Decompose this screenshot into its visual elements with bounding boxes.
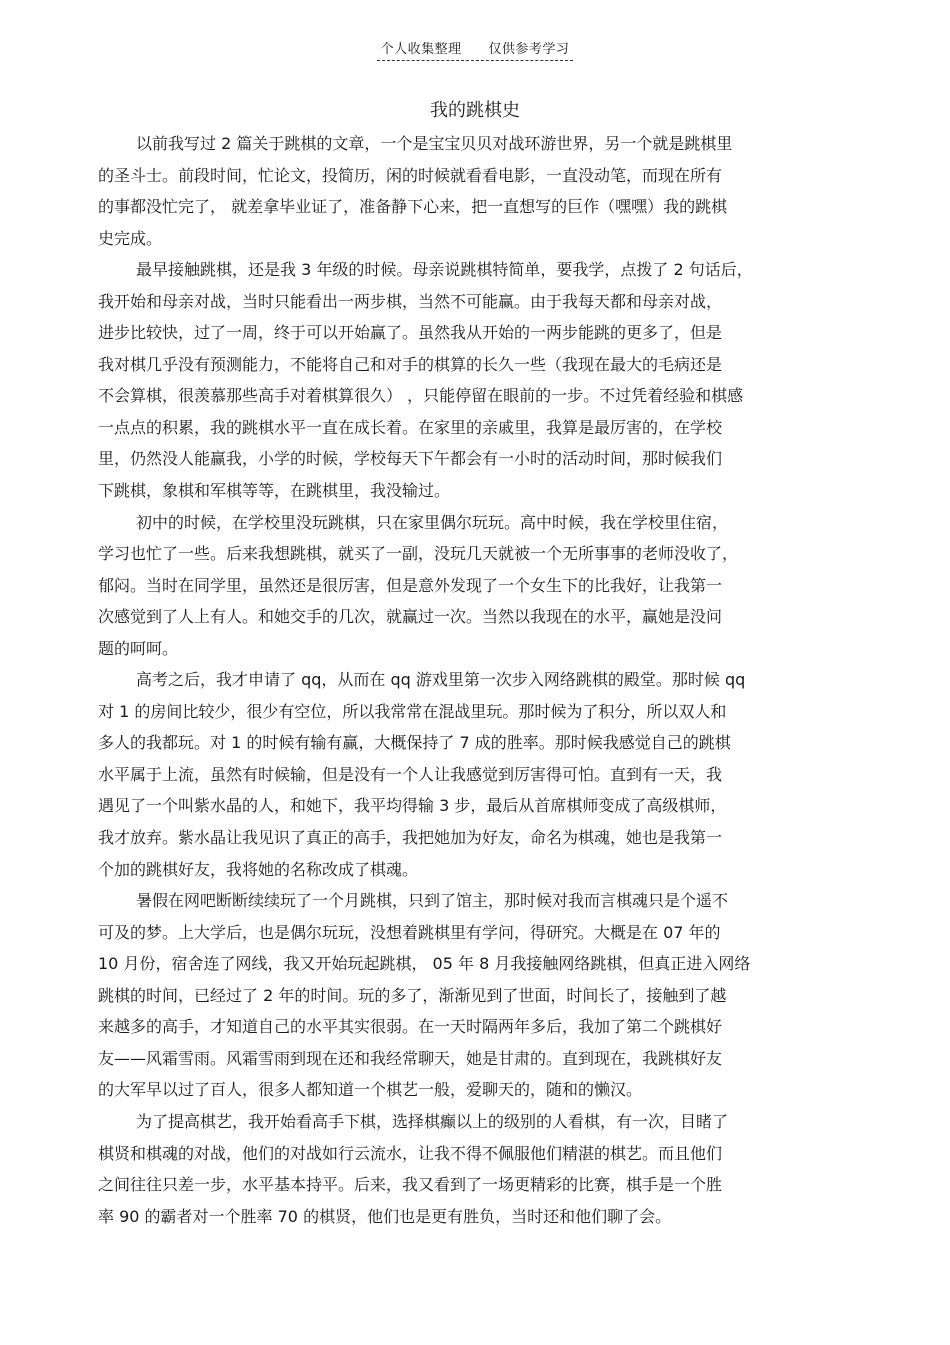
text-line: 的大军早以过了百人，很多人都知道一个棋艺一般，爱聊天的，随和的懒汉。 — [98, 1080, 643, 1100]
text-line: 友——风霜雪雨。风霜雪雨到现在还和我经常聊天，她是甘肃的。直到现在，我跳棋好友 — [98, 1048, 723, 1068]
text-line: 学习也忙了一些。后来我想跳棋，就买了一副，没玩几天就被一个无所事事的老师没收了， — [98, 544, 739, 564]
text-line: 下跳棋，象棋和军棋等等，在跳棋里，我没输过。 — [98, 481, 451, 501]
text-line: 最早接触跳棋，还是我 3 年级的时候。母亲说跳棋特简单，要我学，点拨了 2 句话后， — [136, 260, 753, 280]
document-title: 我的跳棋史 — [430, 100, 520, 121]
text-line: 题的呵呵。 — [98, 638, 179, 658]
page-header — [0, 38, 950, 61]
text-line: 高考之后，我才申请了 qq，从而在 qq 游戏里第一次步入网络跳棋的殿堂。那时候 qq — [136, 670, 746, 690]
text-line: 跳棋的时间，已经过了 2 年的时间。玩的多了，渐渐见到了世面，时间长了，接触到了越 — [98, 985, 727, 1005]
text-line: 次感觉到了人上有人。和她交手的几次，就赢过一次。当然以我现在的水平，赢她是没问 — [98, 607, 723, 627]
text-line: 进步比较快，过了一周，终于可以开始赢了。虽然我从开始的一两步能跳的更多了，但是 — [98, 323, 723, 343]
text-line: 的事都没忙完了， 就差拿毕业证了，准备静下心来，把一直想写的巨作（嘿嘿）我的跳棋 — [98, 197, 728, 217]
text-line: 史完成。 — [98, 228, 163, 248]
text-line: 我开始和母亲对战，当时只能看出一两步棋，当然不可能赢。由于我每天都和母亲对战， — [98, 291, 723, 311]
text-line: 个加的跳棋好友，我将她的名称改成了棋魂。 — [98, 859, 419, 879]
text-line: 棋贤和棋魂的对战，他们的对战如行云流水，让我不得不佩服他们精湛的棋艺。而且他们 — [98, 1143, 723, 1163]
text-line: 对 1 的房间比较少，很少有空位，所以我常常在混战里玩。那时候为了积分，所以双人和 — [98, 701, 727, 721]
text-line: 多人的我都玩。对 1 的时候有输有赢，大概保持了 7 成的胜率。那时候我感觉自己的跳棋 — [98, 733, 731, 753]
text-line: 水平属于上流，虽然有时候输，但是没有一个人让我感觉到厉害得可怕。直到有一天，我 — [98, 764, 723, 784]
text-line: 率 90 的霸者对一个胜率 70 的棋贤，他们也是更有胜负，当时还和他们聊了会。 — [98, 1206, 672, 1226]
header-right-text: 仅供参考学习 — [488, 42, 570, 57]
text-line: 以前我写过 2 篇关于跳棋的文章，一个是宝宝贝贝对战环游世界，另一个就是跳棋里 — [136, 134, 733, 153]
text-line: 郁闷。当时在同学里，虽然还是很厉害，但是意外发现了一个女生下的比我好，让我第一 — [98, 575, 723, 595]
document-body — [98, 128, 858, 1232]
text-line: 不会算棋，很羡慕那些高手对着棋算很久） ，只能停留在眼前的一步。不过凭着经验和棋感 — [98, 386, 744, 406]
text-line: 之间往往只差一步，水平基本持平。后来，我又看到了一场更精彩的比赛，棋手是一个胜 — [98, 1175, 723, 1195]
text-line: 暑假在网吧断断续续玩了一个月跳棋，只到了馆主，那时候对我而言棋魂只是个遥不 — [136, 891, 729, 911]
text-line: 里，仍然没人能赢我，小学的时候，学校每天下午都会有一小时的活动时间，那时候我们 — [98, 449, 723, 469]
text-line: 10 月份，宿舍连了网线，我又开始玩起跳棋， 05 年 8 月我接触网络跳棋，但真正进入网络 — [98, 954, 751, 974]
text-line: 我才放弃。紫水晶让我见识了真正的高手，我把她加为好友，命名为棋魂，她也是我第一 — [98, 828, 723, 848]
text-line: 一点点的积累，我的跳棋水平一直在成长着。在家里的亲戚里，我算是最厉害的，在学校 — [98, 417, 723, 437]
text-line: 可及的梦。上大学后，也是偶尔玩玩，没想着跳棋里有学问，得研究。大概是在 07 年的 — [98, 922, 721, 942]
text-line: 遇见了一个叫紫水晶的人，和她下，我平均得输 3 步，最后从首席棋师变成了高级棋师， — [98, 796, 727, 816]
text-line: 的圣斗士。前段时间，忙论文，投简历，闲的时候就看看电影，一直没动笔，而现在所有 — [98, 165, 723, 185]
text-line: 为了提高棋艺，我开始看高手下棋，选择棋癫以上的级别的人看棋，有一次，目睹了 — [136, 1111, 729, 1131]
header-underline — [377, 38, 574, 61]
text-line: 初中的时候，在学校里没玩跳棋，只在家里偶尔玩玩。高中时候，我在学校里住宿， — [136, 512, 729, 532]
header-left-text: 个人收集整理 — [380, 42, 462, 57]
text-line: 我对棋几乎没有预测能力，不能将自己和对手的棋算的长久一些（我现在最大的毛病还是 — [98, 354, 723, 374]
text-line: 来越多的高手，才知道自己的水平其实很弱。在一天时隔两年多后，我加了第二个跳棋好 — [98, 1017, 723, 1037]
